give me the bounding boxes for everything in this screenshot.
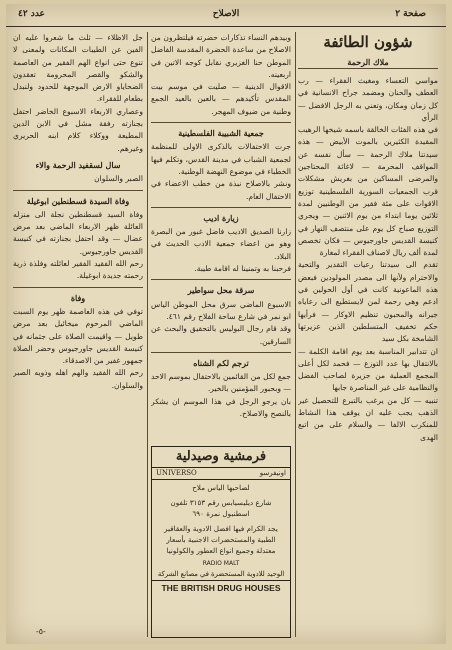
divider xyxy=(151,352,291,353)
newspaper-title: الاصلاح xyxy=(212,9,240,19)
ad-universo-arabic: اونيفرسو xyxy=(259,469,286,477)
article-paragraph: توفي في هذه العاصمة ظهر يوم السبت الماضي المرحوم ميخائيل بعد مرض طويل — واقيمت الصلاة على جثمانه في كنيسة القديس جاورجيوس وحضر الصلاة جمهور غفير من الاصدقاء. xyxy=(13,306,143,366)
article-paragraph: رحم الله الفقيد والهم اهله وذويه الصبر والسلوان. xyxy=(13,368,143,390)
issue-number: عدد ٤٢ xyxy=(18,9,45,19)
article-heading: وفاة xyxy=(70,292,86,303)
article-paragraph: فرحبنا به وتمنينا له اقامة طيبة. xyxy=(194,264,291,274)
ad-footer-arabic: الوحيد للادوية المستحضرة في مصانع الشركة xyxy=(157,570,285,578)
article-heading: وفاة السيدة قسطنطين ابوغيلة xyxy=(26,195,130,206)
article-paragraph: تقدم الى سيدتنا رعيات التقدير والتحية والاحترام ولأنها الى مصدر المولودين فبعض هذه الماعونية كانت في أول الحولين في ادعم وهي رحمة لمن لايستطيع الى رعاياه جيرانه والمحبون تنظيم الاوكار — فرأيها حكم تخفيف المتسلطين الذين عزيرتها الشامخة بكل سيد xyxy=(298,260,438,344)
ad-body: يجد الكرام فيها افضل الادوية والعقاقير الطبية والمستحضرات الاجنبية بأسعار معتدلة وجميع انواع العطور والكولونيا xyxy=(164,524,278,555)
article-paragraph: رحم الله الفقيد الفقير لعائلته وفلذة ذرية رحمته جديدة ابوغيلة. xyxy=(13,259,143,281)
column-rule xyxy=(147,32,148,637)
article-paragraph: وعصاري الاربعاء الاسبوع الخاضر احتفل بجنازته رفقة مشل في الابن الدين المطيعة ووكلاء كلام ابنه الحريري وغيرهم. xyxy=(13,106,143,153)
ad-address: شارع ديليسيابس رقم ٣١٥٣ تلفون اسطنبول نمرة ٦٩٠ xyxy=(170,498,272,518)
article-paragraph: الاسبوع الماضي سرق محل الموطن الياس ابو نمر في شارع ساحة الفلاح رقم ٤٦١. xyxy=(151,299,291,321)
ad-owner: لصاحبها الياس ملاح xyxy=(192,483,250,492)
divider xyxy=(13,190,143,191)
article-heading: سال لسقفيد الرحمة والاء xyxy=(35,159,121,170)
article-paragraph: الصبر والسلوان xyxy=(94,174,143,184)
article-paragraph: جل الاظلاء — ثلث ما شعروا عليه ان الفين عن الطيبات المكانات ولمعنى لا تنوع حتى انواع الهم الفقير من العاصمة والشكو والقصر المحرومة تعقدون الضحاياو الارض الموجهة للحدود ولنبدل بطعام للفقراء. xyxy=(13,33,143,104)
column-community-affairs xyxy=(298,32,438,637)
article-paragraph: تنبيه — كل من يرغب بالتبرع للتحصيل غير الذهب يجب عليه ان يوقف هذا النشاط للمنكرب الالفا — والسلام على من اتبع الهدى xyxy=(298,395,438,442)
article-heading: سرقة محل سواطير xyxy=(187,285,255,296)
article-heading: زيارة اديب xyxy=(203,212,239,223)
article-paragraph: ان تتدابير المناسبة بعد يوم اقامة الكلمة — بالانتقال بها عدد التوزع — فحمد لكل أعلى المجمع العملية من جزيرة لصاحب الفضل والنظامية على غير المناصرة جابها xyxy=(298,346,438,393)
article-paragraph: وفاة السيد قسطنطين نجلة الى منزله العائلة ظهر الاربعاء الماضي بعد مرض عضال — وقد احتفل بجنازته في كنيسة القديس جاورجيوس. xyxy=(13,209,143,256)
column-rule xyxy=(295,32,296,637)
article-paragraph: جرت الاحتفالات بالذكرى الاولى للمنظمة لجمعية الشباب في مدينة القدس، وتكلم فيها الخطباء في موضوع النهضة الوطنية. xyxy=(151,142,291,176)
ad-universo-latin: UNIVERSO xyxy=(156,469,197,477)
column-middle xyxy=(151,32,291,442)
ad-brand: فرمشية وصيدلية xyxy=(152,447,290,468)
page-number: -٥- xyxy=(36,627,46,636)
article-paragraph: وبيدهم النساء تذكارات حضرته فيلتظرون من الاصلاح من ساعدة الحضرة المقدسة الفاضل الموطن حنا الغزيري نقابل كوجه الاتين في اربعينه. xyxy=(151,33,291,79)
newspaper-page xyxy=(6,4,446,644)
article-paragraph: زارنا الصديق الاديب فاضل غبور من البصرة وهو من اعضاء جمعية الادب الحديث في البلاد. xyxy=(151,227,291,261)
article-paragraph: في هذه الفئات الخالقة باسمه شيخها الرهيب المقيدة الكثيرين بالموت الأبيض — هذه سيدتنا ملاك الرحمة — سأل نفسه عن المواقف المحرمة — لاغاثة المحتاجين والمرضى المساكين من بغريش مشكلات قرب الجمعيات السورية الفلسطينية توزيع الاقوات على مئة فقير من الوطنيين لمدة ثلاثين يوما ابتداء من يوم الاثنين — ويجري التوزيع صباح كل يوم على منتصف النهار في كنيسة القديس جاورجيوس — فكان تخصص لمدة ألف ريال لاصناف الفقراء لمغارة xyxy=(298,125,438,258)
column-left xyxy=(13,32,143,637)
article-title: ملاك الرحمة xyxy=(298,56,438,69)
page-label: صفحة ٢ xyxy=(395,9,426,19)
pharmacy-advertisement xyxy=(151,446,291,638)
article-paragraph: وقد قام رجال البوليس بالتحقيق والبحث عن السارقين. xyxy=(151,324,291,346)
ad-universo-row xyxy=(152,468,290,480)
article-paragraph: الاقوال الدينية — صليت في موسم بيت المقدس تأكيدهم — بالعين بالعيد الجمع وطنية من ضيوف المهجر. xyxy=(151,82,291,116)
article-heading: ترجم لكم الشناه xyxy=(193,357,249,368)
article-paragraph: بان يرجو الرجل في هذا الموسم ان يشكر بالنصح والاصلاح. xyxy=(151,396,291,419)
section-title: شؤون الطائفة xyxy=(323,33,413,51)
article-paragraph: مواسي التعساء ومغيث الفقراء — رب العطف والحنان ومضمد جراح الانسانية في كل زمان ومكان، وتعني به الرجل الافضل — الرأي xyxy=(298,76,438,122)
article-paragraph: ونشر بالاصلاح نبذة من خطب الاعضاء في الاحتفال العام. xyxy=(151,179,291,201)
divider xyxy=(151,122,291,123)
ad-radio-malt: RADIO MALT xyxy=(202,560,240,567)
ad-footer-english: THE BRITISH DRUG HOUSES xyxy=(152,580,290,595)
divider xyxy=(151,207,291,208)
divider xyxy=(151,279,291,280)
article-paragraph: جمع لكل من القائمين بالاحتفال بموسم الاحد — وبحبور المؤمنين بالخير. xyxy=(151,372,291,394)
page-header xyxy=(6,4,446,27)
article-heading: جمعية الشبيبة الفلسطينية xyxy=(178,128,264,139)
divider xyxy=(13,287,143,288)
